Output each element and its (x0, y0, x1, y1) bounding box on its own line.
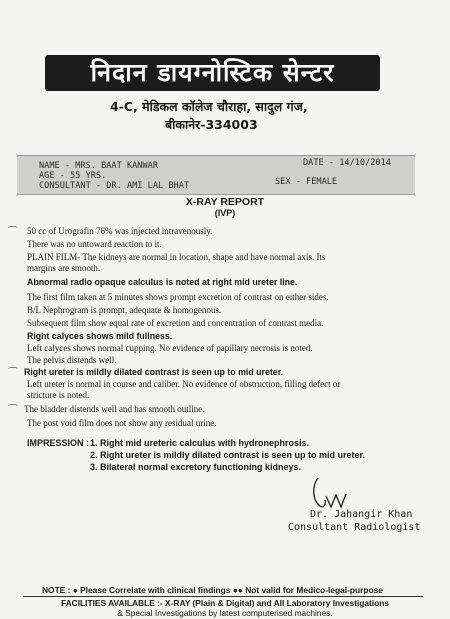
radiologist-name: Dr. Jahangir Khan (310, 509, 413, 520)
report-line: stricture is noted. (27, 390, 90, 400)
patient-name: NAME - MRS. BAAT KANWAR (39, 161, 158, 171)
address-line-1: 4-C, मेडिकल कॉलेज चौराहा, सादुल गंज, (110, 99, 308, 114)
patient-sex: SEX - FEMALE (275, 177, 338, 187)
radiologist-title: Consultant Radiologist (288, 522, 421, 533)
report-title: X-RAY REPORT (185, 196, 265, 208)
impression-item: 1. Right mid ureteric calculus with hydronephrosis. (90, 438, 310, 448)
margin-tick-mark: ⌒ (8, 368, 18, 379)
report-line-bold: Right ureter is mildly dilated contrast is seen up to mid ureter. (24, 367, 284, 377)
report-subtitle: (IVP) (214, 208, 236, 218)
facilities-line-1: FACILITIES AVAILABLE :- X-RAY (Plain & Digital) and All Laboratory Investigations (60, 598, 390, 608)
report-line: B/L Nephrogram is prompt, adequate & homogenous. (27, 305, 222, 315)
report-line: 50 cc of Urografin 76% was injected intravenously. (27, 226, 213, 236)
report-line: The first film taken at 5 minutes shows prompt excretion of contrast on either sides. (27, 292, 329, 302)
report-line: margins are smooth. (27, 263, 101, 273)
patient-consultant: CONSULTANT - DR. AMI LAL BHAT (39, 181, 190, 191)
report-date: DATE - 14/10/2014 (303, 158, 391, 168)
report-line: The bladder distends well and has smooth outline. (24, 404, 205, 414)
margin-tick-mark: ⌒ (8, 405, 18, 416)
report-line: Left calyces shows normal cupping. No evidence of papillary necrosis is noted. (27, 343, 313, 353)
address-line-2: बीकानेर-334003 (165, 117, 258, 132)
report-line: There was no untoward reaction to it. (27, 239, 162, 249)
impression-item: 3. Bilateral normal excretory functioning kidneys. (90, 462, 302, 472)
footer-divider (23, 596, 423, 597)
patient-info-band (17, 155, 415, 195)
report-line-bold: Right calyces shows mild fullness. (27, 331, 173, 341)
patient-age: AGE - 55 YRS. (39, 171, 107, 181)
report-line-bold: Abnormal radio opaque calculus is noted at right mid ureter line. (27, 277, 298, 287)
report-line: Subsequent film show equal rate of excretion and concentration of contrast media. (27, 318, 324, 328)
report-line: Left ureter is normal in course and caliber. No evidence of obstruction, filling defect or (27, 379, 341, 389)
facilities-line-2: & Special Investigations by latest computerised machines. (117, 608, 333, 618)
impression-item: 2. Right ureter is mildly dilated contrast is seen up to mid ureter. (90, 450, 366, 460)
report-line: PLAIN FILM- The kidneys are normal in location, shape and have normal axis. Its (27, 252, 326, 262)
footer-note: NOTE : ● Please Correlate with clinical findings ●● Not valid for Medico-legal-purpose (42, 585, 383, 595)
impression-label: IMPRESSION : (27, 438, 90, 448)
margin-tick-mark: ⌒ (8, 227, 18, 238)
report-line: The post void film does not show any residual urine. (27, 418, 217, 428)
centre-name-banner: निदान डायग्नोस्टिक सेन्टर (45, 55, 380, 91)
handwritten-signature (308, 474, 356, 514)
report-line: The pelvis distends well. (27, 355, 117, 365)
